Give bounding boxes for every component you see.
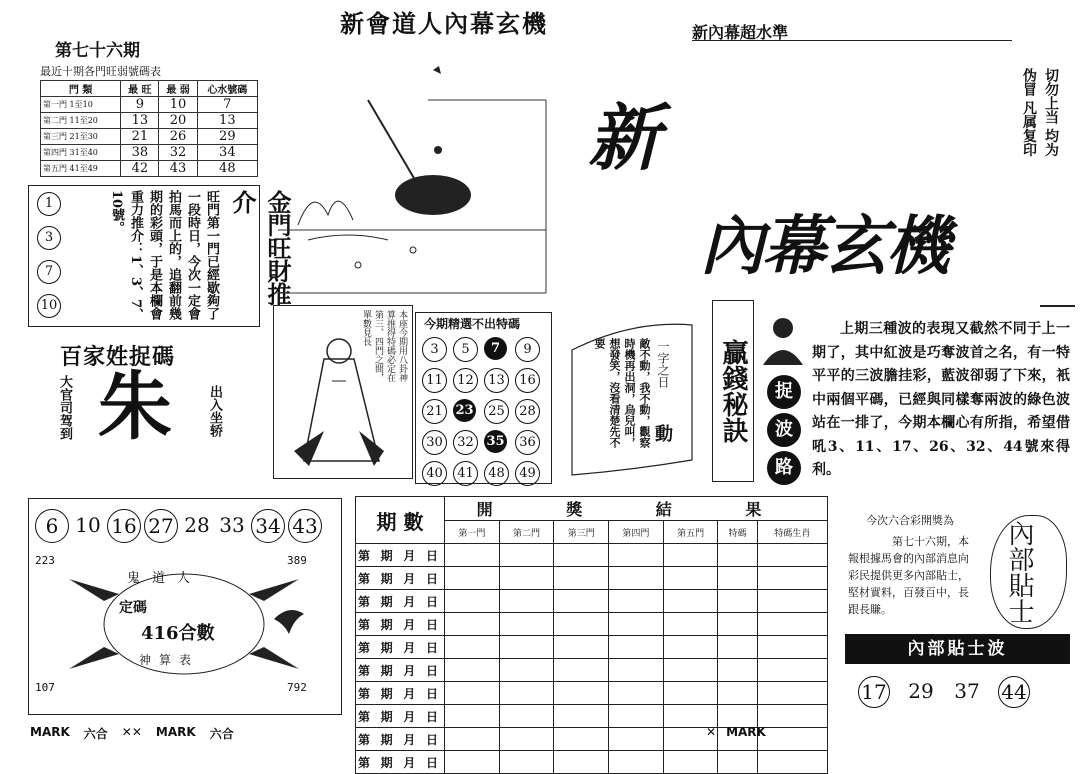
- exclude-number: 21: [422, 399, 447, 424]
- table-header: 門 類: [41, 81, 121, 97]
- results-cell: [663, 659, 718, 682]
- results-period-cell: [356, 728, 445, 751]
- lucky-number: 28: [184, 513, 210, 537]
- issue-number: 第七十六期: [55, 41, 140, 61]
- period-label: 日: [425, 571, 438, 586]
- exclude-number: 11: [422, 368, 447, 393]
- exclude-number: 3: [422, 337, 447, 362]
- results-subhead: 第五門: [663, 521, 718, 544]
- scroll-title: 一字之日: [656, 340, 670, 388]
- results-period-cell: [356, 567, 445, 590]
- exclude-number: 12: [453, 368, 478, 393]
- period-label: 月: [403, 548, 416, 563]
- results-cell: [757, 751, 827, 774]
- results-cell: [445, 567, 500, 590]
- footer-mark: MARK: [30, 725, 70, 739]
- period-label: 第: [358, 663, 371, 678]
- scroll-highlight: 動: [655, 424, 673, 445]
- period-label: 第: [358, 640, 371, 655]
- period-label: 日: [425, 709, 438, 724]
- results-cell: [663, 636, 718, 659]
- exclude-number: 49: [515, 461, 540, 486]
- lucky-number: 6: [35, 509, 69, 543]
- compass-tr: 389: [287, 554, 307, 567]
- big-title-new: 新: [588, 96, 661, 180]
- results-cell: [499, 659, 554, 682]
- recent-table-caption: 最近十期各門旺弱號碼表: [40, 65, 161, 78]
- period-label: 月: [403, 755, 416, 770]
- wave-badge: [767, 375, 803, 485]
- results-cell: [609, 613, 664, 636]
- results-cell: [718, 590, 757, 613]
- compass-combo: 416合數: [141, 623, 215, 644]
- results-cell: [445, 636, 500, 659]
- period-label: 日: [425, 686, 438, 701]
- wave-badge-1: 捉: [767, 375, 801, 409]
- period-label: 期: [380, 709, 393, 724]
- results-cell: [445, 613, 500, 636]
- compass-tl: 223: [35, 554, 55, 567]
- results-cell: [554, 613, 609, 636]
- results-cell: [499, 590, 554, 613]
- tip-number: 17: [858, 676, 890, 708]
- period-label: 期: [380, 594, 393, 609]
- lucky-number: 10: [75, 513, 101, 537]
- table-row: 第四門 31至40 38 32 34: [41, 145, 258, 161]
- results-cell: [663, 567, 718, 590]
- door-number-2: 3: [37, 226, 61, 250]
- results-subhead: 第二門: [499, 521, 554, 544]
- results-cell: [663, 544, 718, 567]
- surname-char: 朱: [98, 364, 172, 450]
- results-col-period: 期 數: [356, 497, 445, 544]
- lucky-number: 16: [107, 509, 141, 543]
- exclude-grid: [422, 337, 548, 486]
- results-row: [356, 613, 828, 636]
- exclude-number: 28: [515, 399, 540, 424]
- portrait-icon: [758, 310, 808, 365]
- period-label: 月: [403, 640, 416, 655]
- tip-number: 29: [908, 679, 934, 703]
- wave-text: 上期三種波的表現又截然不同于上一期了，其中紅波是巧奪波首之名，有一特平平的三波膽挂彩，藍波卻弱了下來，衹中兩個平碼，已經與同樣奪兩波的綠色波站在一排了，今期本欄心有所指，希望借吼3、11、17、26、32、44號來得利。: [812, 321, 1070, 478]
- lucky-number: 34: [251, 509, 285, 543]
- table-row: 第五門 41至49 42 43 48: [41, 161, 258, 177]
- title-rule: [1040, 305, 1075, 307]
- results-subhead: 特碼: [718, 521, 757, 544]
- results-cell: [757, 705, 827, 728]
- period-label: 期: [380, 617, 393, 632]
- door-numbers: [37, 192, 61, 318]
- period-label: 期: [380, 571, 393, 586]
- results-header-row: [356, 497, 828, 521]
- results-row: [356, 751, 828, 774]
- results-cell: [757, 659, 827, 682]
- period-label: 期: [380, 640, 393, 655]
- results-cell: [609, 728, 664, 751]
- exclude-number: 35: [484, 430, 507, 453]
- footer-mark: 六合: [209, 727, 234, 741]
- results-cell: [554, 567, 609, 590]
- lucky-number: 43: [288, 509, 322, 543]
- results-period-cell: [356, 682, 445, 705]
- table-header-row: [41, 81, 258, 97]
- door-heading: 金門旺財推介: [228, 190, 292, 305]
- period-label: 月: [403, 686, 416, 701]
- results-cell: [757, 590, 827, 613]
- results-cell: [445, 751, 500, 774]
- results-cell: [554, 751, 609, 774]
- results-period-cell: [356, 544, 445, 567]
- period-label: 月: [403, 594, 416, 609]
- results-cell: [499, 682, 554, 705]
- results-cell: [554, 705, 609, 728]
- results-cell: [757, 636, 827, 659]
- sage-figure: [284, 321, 402, 471]
- results-cell: [757, 613, 827, 636]
- results-cell: [609, 705, 664, 728]
- results-subhead: 第三門: [554, 521, 609, 544]
- period-label: 月: [403, 663, 416, 678]
- door-box: [28, 185, 292, 327]
- tips-numbers: [858, 676, 1030, 708]
- results-cell: [718, 682, 757, 705]
- results-row: [356, 590, 828, 613]
- results-period-cell: [356, 659, 445, 682]
- results-cell: [445, 705, 500, 728]
- results-period-cell: [356, 751, 445, 774]
- period-label: 第: [358, 755, 371, 770]
- footer-mark: ✕✕: [121, 725, 142, 739]
- exclude-number: 30: [422, 430, 447, 455]
- door-number-3: 7: [37, 260, 61, 284]
- results-cell: [609, 590, 664, 613]
- results-cell: [445, 659, 500, 682]
- table-row: 第二門 11至20 13 20 13: [41, 113, 258, 129]
- results-cell: [718, 751, 757, 774]
- lucky-row: [35, 509, 322, 543]
- period-label: 日: [425, 663, 438, 678]
- results-period-cell: [356, 705, 445, 728]
- sub-title-rule: [692, 40, 1012, 41]
- period-label: 日: [425, 617, 438, 632]
- bagua-text: 本座今期用八卦神算推得特碼必定在第三、四門之間，單數見長: [361, 310, 407, 382]
- exclude-number: 36: [515, 430, 540, 455]
- table-row: 第一門 1至10 9 10 7: [41, 97, 258, 113]
- results-subhead: 第一門: [445, 521, 500, 544]
- exclude-heading: 今期精選不出特碼: [424, 317, 521, 331]
- page-title: 新會道人內幕玄機: [340, 9, 548, 38]
- exclude-number: 41: [453, 461, 478, 486]
- compass-bl: 107: [35, 681, 55, 694]
- results-cell: [554, 590, 609, 613]
- table-header: 最 旺: [121, 81, 159, 97]
- results-cell: [609, 636, 664, 659]
- table-header: 心水號碼: [197, 81, 257, 97]
- results-cell: [718, 544, 757, 567]
- period-label: 第: [358, 732, 371, 747]
- results-body: [356, 544, 828, 774]
- tips-bar: 內部貼士波: [845, 634, 1070, 664]
- results-cell: [499, 705, 554, 728]
- results-row: [356, 544, 828, 567]
- exclude-number: 5: [453, 337, 478, 362]
- exclude-number: 9: [515, 337, 540, 362]
- exclude-number: 13: [484, 368, 509, 393]
- surname-right: 出入坐轿: [207, 385, 222, 437]
- door-text: 旺門第一門已經歇夠了一段時日，今次一定會拍馬而上的，追翻前幾期的彩頭，于是本欄會重力推介：1、3、7、10號。: [109, 190, 219, 322]
- results-cell: [757, 567, 827, 590]
- results-subhead: 特碼生肖: [757, 521, 827, 544]
- period-label: 月: [403, 709, 416, 724]
- results-row: [356, 682, 828, 705]
- results-cell: [609, 544, 664, 567]
- door-number-1: 1: [37, 192, 61, 216]
- results-cell: [554, 636, 609, 659]
- period-label: 第: [358, 548, 371, 563]
- footer-marks-right: [706, 725, 766, 739]
- results-cell: [609, 659, 664, 682]
- results-cell: [757, 682, 827, 705]
- results-cell: [499, 751, 554, 774]
- exclude-number: 16: [515, 368, 540, 393]
- results-row: [356, 567, 828, 590]
- exclude-number: 48: [484, 461, 509, 486]
- surname-heading: 百家姓捉碼: [60, 344, 176, 370]
- results-period-cell: [356, 636, 445, 659]
- results-cell: [663, 751, 718, 774]
- period-label: 月: [403, 571, 416, 586]
- scroll-text: 敵不動，我不動，觀察時機再出洞，烏兒叫，想發笑，沒看清楚先不要: [593, 338, 651, 448]
- footer-mark: 六合: [83, 727, 108, 741]
- results-period-cell: [356, 590, 445, 613]
- results-row: [356, 636, 828, 659]
- wave-badge-2: 波: [767, 413, 801, 447]
- lucky-number: 27: [144, 509, 178, 543]
- lucky-number: 33: [219, 513, 245, 537]
- exclude-number: 32: [453, 430, 478, 455]
- compass-mid: 定碼: [119, 600, 147, 616]
- results-cell: [609, 682, 664, 705]
- recent-table: [40, 80, 258, 177]
- results-cell: [445, 682, 500, 705]
- results-cell: [499, 613, 554, 636]
- period-label: 日: [425, 548, 438, 563]
- exclude-box: [415, 312, 552, 484]
- results-cell: [663, 590, 718, 613]
- compass-br: 792: [287, 681, 307, 694]
- win-secret: 贏錢秘訣: [712, 300, 754, 482]
- period-label: 第: [358, 571, 371, 586]
- exclude-number: 25: [484, 399, 509, 424]
- table-header: 最 弱: [159, 81, 197, 97]
- results-cell: [757, 544, 827, 567]
- results-cell: [554, 682, 609, 705]
- tips-body: 第七十六期，本報根據馬會的內部消息向彩民提供更多內部貼士，堅材實料，百發百中，長跟長賺。: [848, 535, 969, 616]
- wave-badge-3: 路: [767, 451, 801, 485]
- tip-number: 37: [954, 679, 980, 703]
- results-cell: [554, 544, 609, 567]
- warning-text: 切勿上当 均为伪冒 凡属复印: [1021, 68, 1059, 157]
- footer-mark: MARK: [155, 725, 196, 739]
- results-cell: [445, 590, 500, 613]
- bagua-box: [273, 305, 413, 479]
- results-cell: [718, 613, 757, 636]
- period-label: 第: [358, 686, 371, 701]
- tip-number: 44: [998, 676, 1030, 708]
- footer-mark: ✕: [706, 725, 717, 739]
- period-label: 期: [380, 686, 393, 701]
- results-cell: [445, 544, 500, 567]
- door-number-4: 10: [37, 294, 61, 318]
- results-subhead: 第四門: [609, 521, 664, 544]
- results-cell: [499, 567, 554, 590]
- results-cell: [554, 728, 609, 751]
- results-cell: [718, 659, 757, 682]
- period-label: 期: [380, 732, 393, 747]
- period-label: 第: [358, 709, 371, 724]
- sub-title: 新內幕超水準: [692, 23, 789, 42]
- results-cell: [609, 751, 664, 774]
- compass-top: 鬼道人: [127, 571, 203, 586]
- compass-box: [28, 498, 342, 715]
- results-cell: [663, 613, 718, 636]
- tips-brush: 內部貼士: [1004, 520, 1034, 624]
- period-label: 日: [425, 594, 438, 609]
- fishing-illustration: [278, 55, 548, 295]
- results-cell: [663, 682, 718, 705]
- surname-left: 大官司驾到: [57, 375, 72, 440]
- period-label: 月: [403, 617, 416, 632]
- table-row: 第三門 21至30 21 26 29: [41, 129, 258, 145]
- footer-marks: [30, 725, 234, 742]
- period-label: 日: [425, 640, 438, 655]
- exclude-number: 7: [484, 337, 507, 360]
- results-row: [356, 659, 828, 682]
- period-label: 期: [380, 755, 393, 770]
- results-cell: [499, 544, 554, 567]
- results-cell: [445, 728, 500, 751]
- results-title: 開 獎 結 果: [445, 497, 828, 521]
- compass-bottom: 神算表: [139, 653, 200, 667]
- results-cell: [499, 636, 554, 659]
- results-cell: [718, 636, 757, 659]
- period-label: 期: [380, 548, 393, 563]
- results-cell: [554, 659, 609, 682]
- results-period-cell: [356, 613, 445, 636]
- results-cell: [718, 567, 757, 590]
- period-label: 期: [380, 663, 393, 678]
- period-label: 日: [425, 732, 438, 747]
- results-cell: [499, 728, 554, 751]
- results-cell: [757, 728, 827, 751]
- period-label: 月: [403, 732, 416, 747]
- period-label: 第: [358, 617, 371, 632]
- results-cell: [609, 567, 664, 590]
- period-label: 日: [425, 755, 438, 770]
- big-title-inside: 內幕玄機: [700, 210, 948, 284]
- exclude-number: 23: [453, 399, 476, 422]
- exclude-number: 40: [422, 461, 447, 486]
- period-label: 第: [358, 594, 371, 609]
- tips-intro: 今次六合彩開獎為: [866, 514, 954, 527]
- footer-mark: MARK: [726, 725, 766, 739]
